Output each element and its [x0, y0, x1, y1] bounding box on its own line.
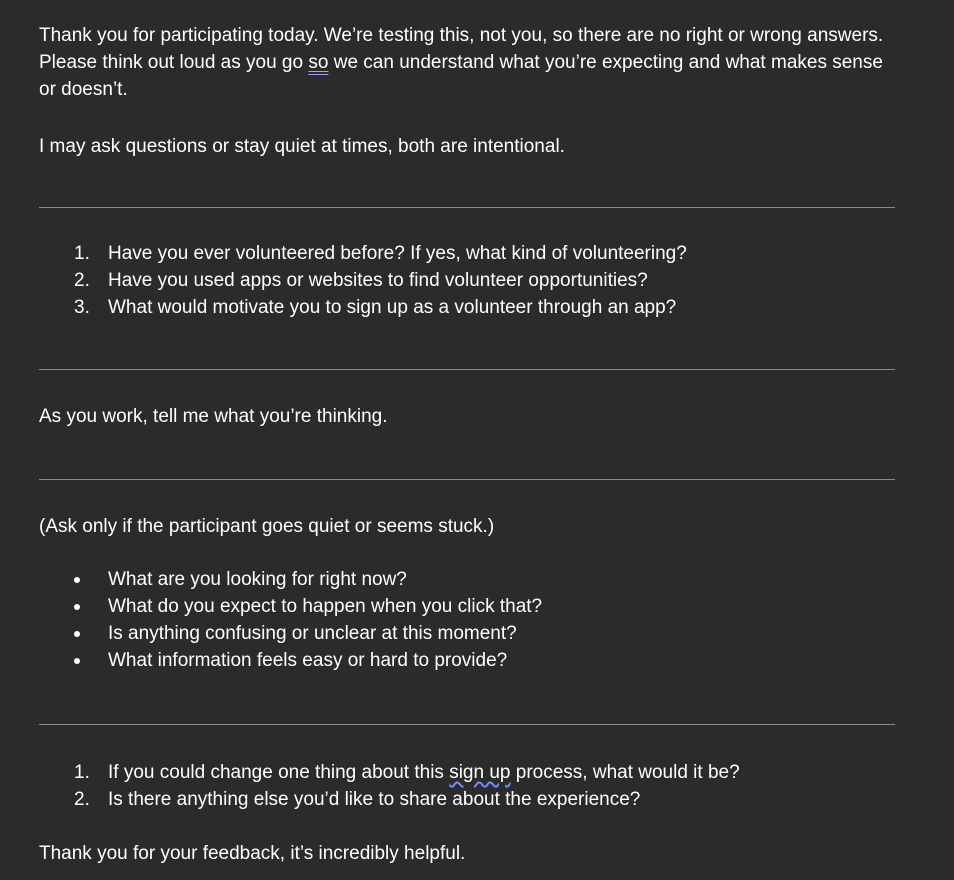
task-prompt: As you work, tell me what you’re thinking. [39, 406, 388, 427]
wrapup-question-list [74, 759, 740, 813]
bullet-icon [74, 577, 80, 583]
question-text: What are you looking for right now? [108, 569, 407, 590]
list-number: 2. [74, 270, 90, 291]
section-divider [39, 369, 895, 370]
bullet-icon [74, 604, 80, 610]
list-item [74, 240, 687, 267]
list-number: 1. [74, 762, 90, 783]
list-item [74, 593, 542, 620]
spelling-flag-sign-up[interactable]: sign up [449, 762, 511, 783]
list-number: 2. [74, 789, 90, 810]
bullet-icon [74, 658, 80, 664]
list-item [74, 566, 542, 593]
intro-note: I may ask questions or stay quiet at times, both are intentional. [39, 136, 565, 157]
grammar-flag-so[interactable]: so [308, 52, 329, 73]
question-text: Is anything confusing or unclear at this moment? [108, 623, 517, 644]
list-number: 1. [74, 243, 90, 264]
list-item [74, 759, 740, 786]
probe-note: (Ask only if the participant goes quiet or seems stuck.) [39, 516, 495, 537]
question-text: Is there anything else you’d like to share about the experience? [108, 789, 641, 810]
list-item [74, 620, 542, 647]
section-divider [39, 479, 895, 480]
list-item [74, 267, 687, 294]
warmup-question-list [74, 240, 687, 321]
section-divider [39, 207, 895, 208]
section-divider [39, 724, 895, 725]
closing-text: Thank you for your feedback, it’s incredibly helpful. [39, 843, 466, 864]
probe-question-list [74, 566, 542, 674]
question-text: Have you used apps or websites to find volunteer opportunities? [108, 270, 648, 291]
list-item [74, 294, 687, 321]
bullet-icon [74, 631, 80, 637]
intro-section [39, 22, 895, 160]
question-text: What would motivate you to sign up as a volunteer through an app? [108, 297, 677, 318]
list-item [74, 647, 542, 674]
intro-paragraph: Thank you for participating today. We’re testing this, not you, so there are no right or wrong answers. Please think out loud as you go so we can understand what you’re expecting and what makes sense or doesn’t. [39, 25, 884, 100]
question-text: What information feels easy or hard to provide? [108, 650, 508, 671]
question-text: If you could change one thing about this sign up process, what would it be? [108, 762, 740, 783]
list-item [74, 786, 740, 813]
question-text: Have you ever volunteered before? If yes, what kind of volunteering? [108, 243, 687, 264]
question-text: What do you expect to happen when you click that? [108, 596, 543, 617]
list-number: 3. [74, 297, 90, 318]
